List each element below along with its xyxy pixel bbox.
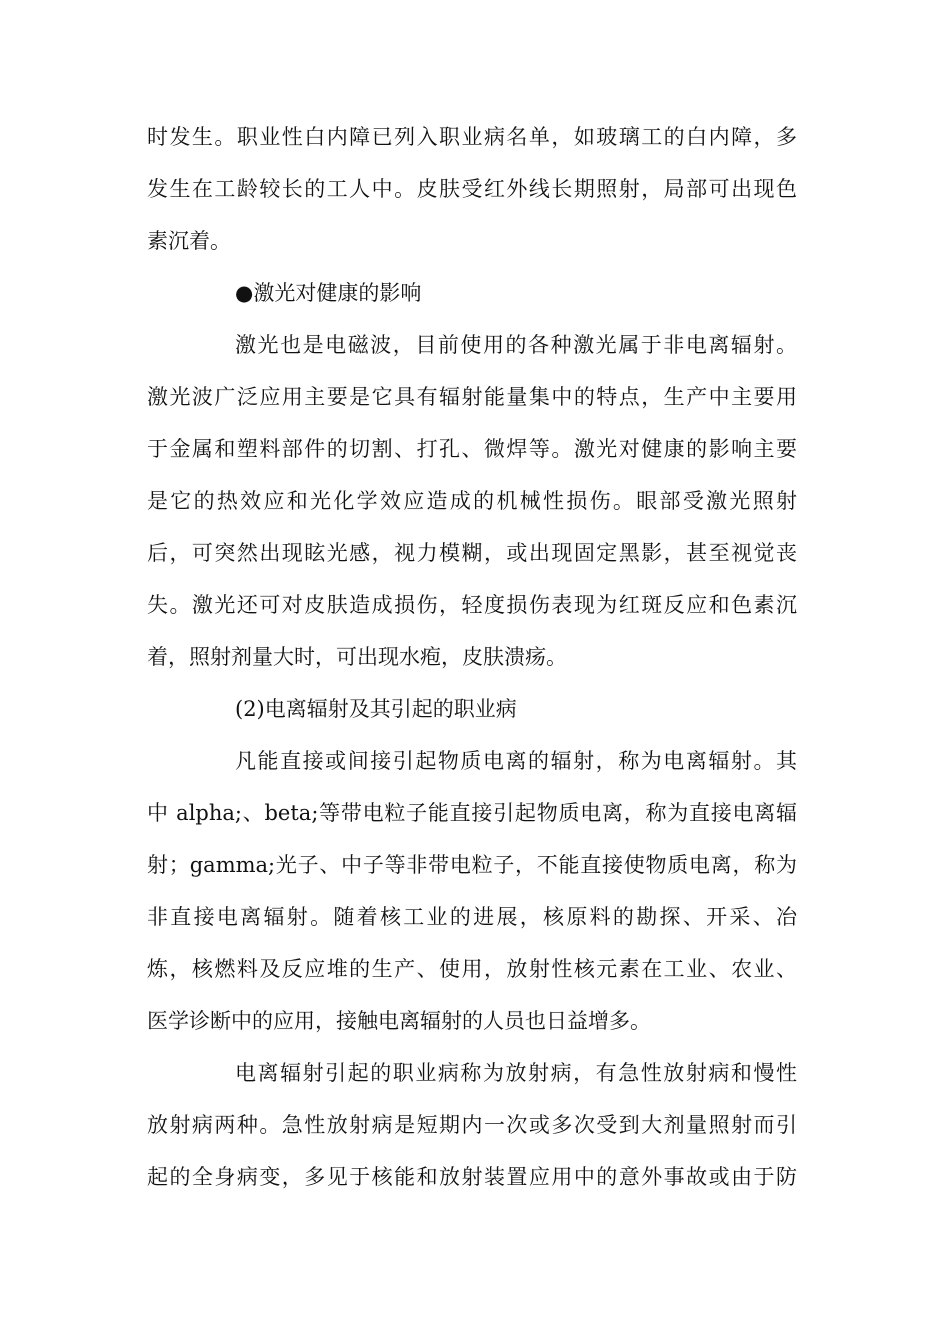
paragraph-line: 射；gamma;光子、中子等非带电粒子，不能直接使物质电离，称为 (147, 853, 797, 877)
paragraph-line: 非直接电离辐射。随着核工业的进展，核原料的勘探、开采、冶 (147, 905, 797, 929)
paragraph-line: 失。激光还可对皮肤造成损伤，轻度损伤表现为红斑反应和色素沉 (147, 593, 797, 617)
paragraph-line: 电离辐射引起的职业病称为放射病，有急性放射病和慢性 (235, 1061, 797, 1085)
paragraph-line: 时发生。职业性白内障已列入职业病名单，如玻璃工的白内障，多 (147, 125, 797, 149)
section-heading: ●激光对健康的影响 (235, 281, 422, 305)
paragraph-line: 于金属和塑料部件的切割、打孔、微焊等。激光对健康的影响主要 (147, 437, 797, 461)
paragraph-line: 起的全身病变，多见于核能和放射装置应用中的意外事故或由于防 (147, 1165, 797, 1189)
paragraph-line: 放射病两种。急性放射病是短期内一次或多次受到大剂量照射而引 (147, 1113, 797, 1137)
paragraph-line: 着，照射剂量大时，可出现水疱，皮肤溃疡。 (147, 645, 567, 669)
paragraph-line: 是它的热效应和光化学效应造成的机械性损伤。眼部受激光照射 (147, 489, 797, 513)
paragraph-line: 后，可突然出现眩光感，视力模糊，或出现固定黑影，甚至视觉丧 (147, 541, 797, 565)
paragraph-line: 发生在工龄较长的工人中。皮肤受红外线长期照射，局部可出现色 (147, 177, 797, 201)
paragraph-line: 激光也是电磁波，目前使用的各种激光属于非电离辐射。 (235, 333, 797, 357)
paragraph-line: 素沉着。 (147, 229, 231, 253)
paragraph-line: 医学诊断中的应用，接触电离辐射的人员也日益增多。 (147, 1009, 651, 1033)
paragraph-line: 激光波广泛应用主要是它具有辐射能量集中的特点，生产中主要用 (147, 385, 797, 409)
paragraph-line: 中 alpha;、beta;等带电粒子能直接引起物质电离，称为直接电离辐 (147, 801, 797, 825)
paragraph-line: 炼，核燃料及反应堆的生产、使用，放射性核元素在工业、农业、 (147, 957, 797, 981)
section-heading: (2)电离辐射及其引起的职业病 (235, 697, 517, 721)
paragraph-line: 凡能直接或间接引起物质电离的辐射，称为电离辐射。其 (235, 749, 797, 773)
